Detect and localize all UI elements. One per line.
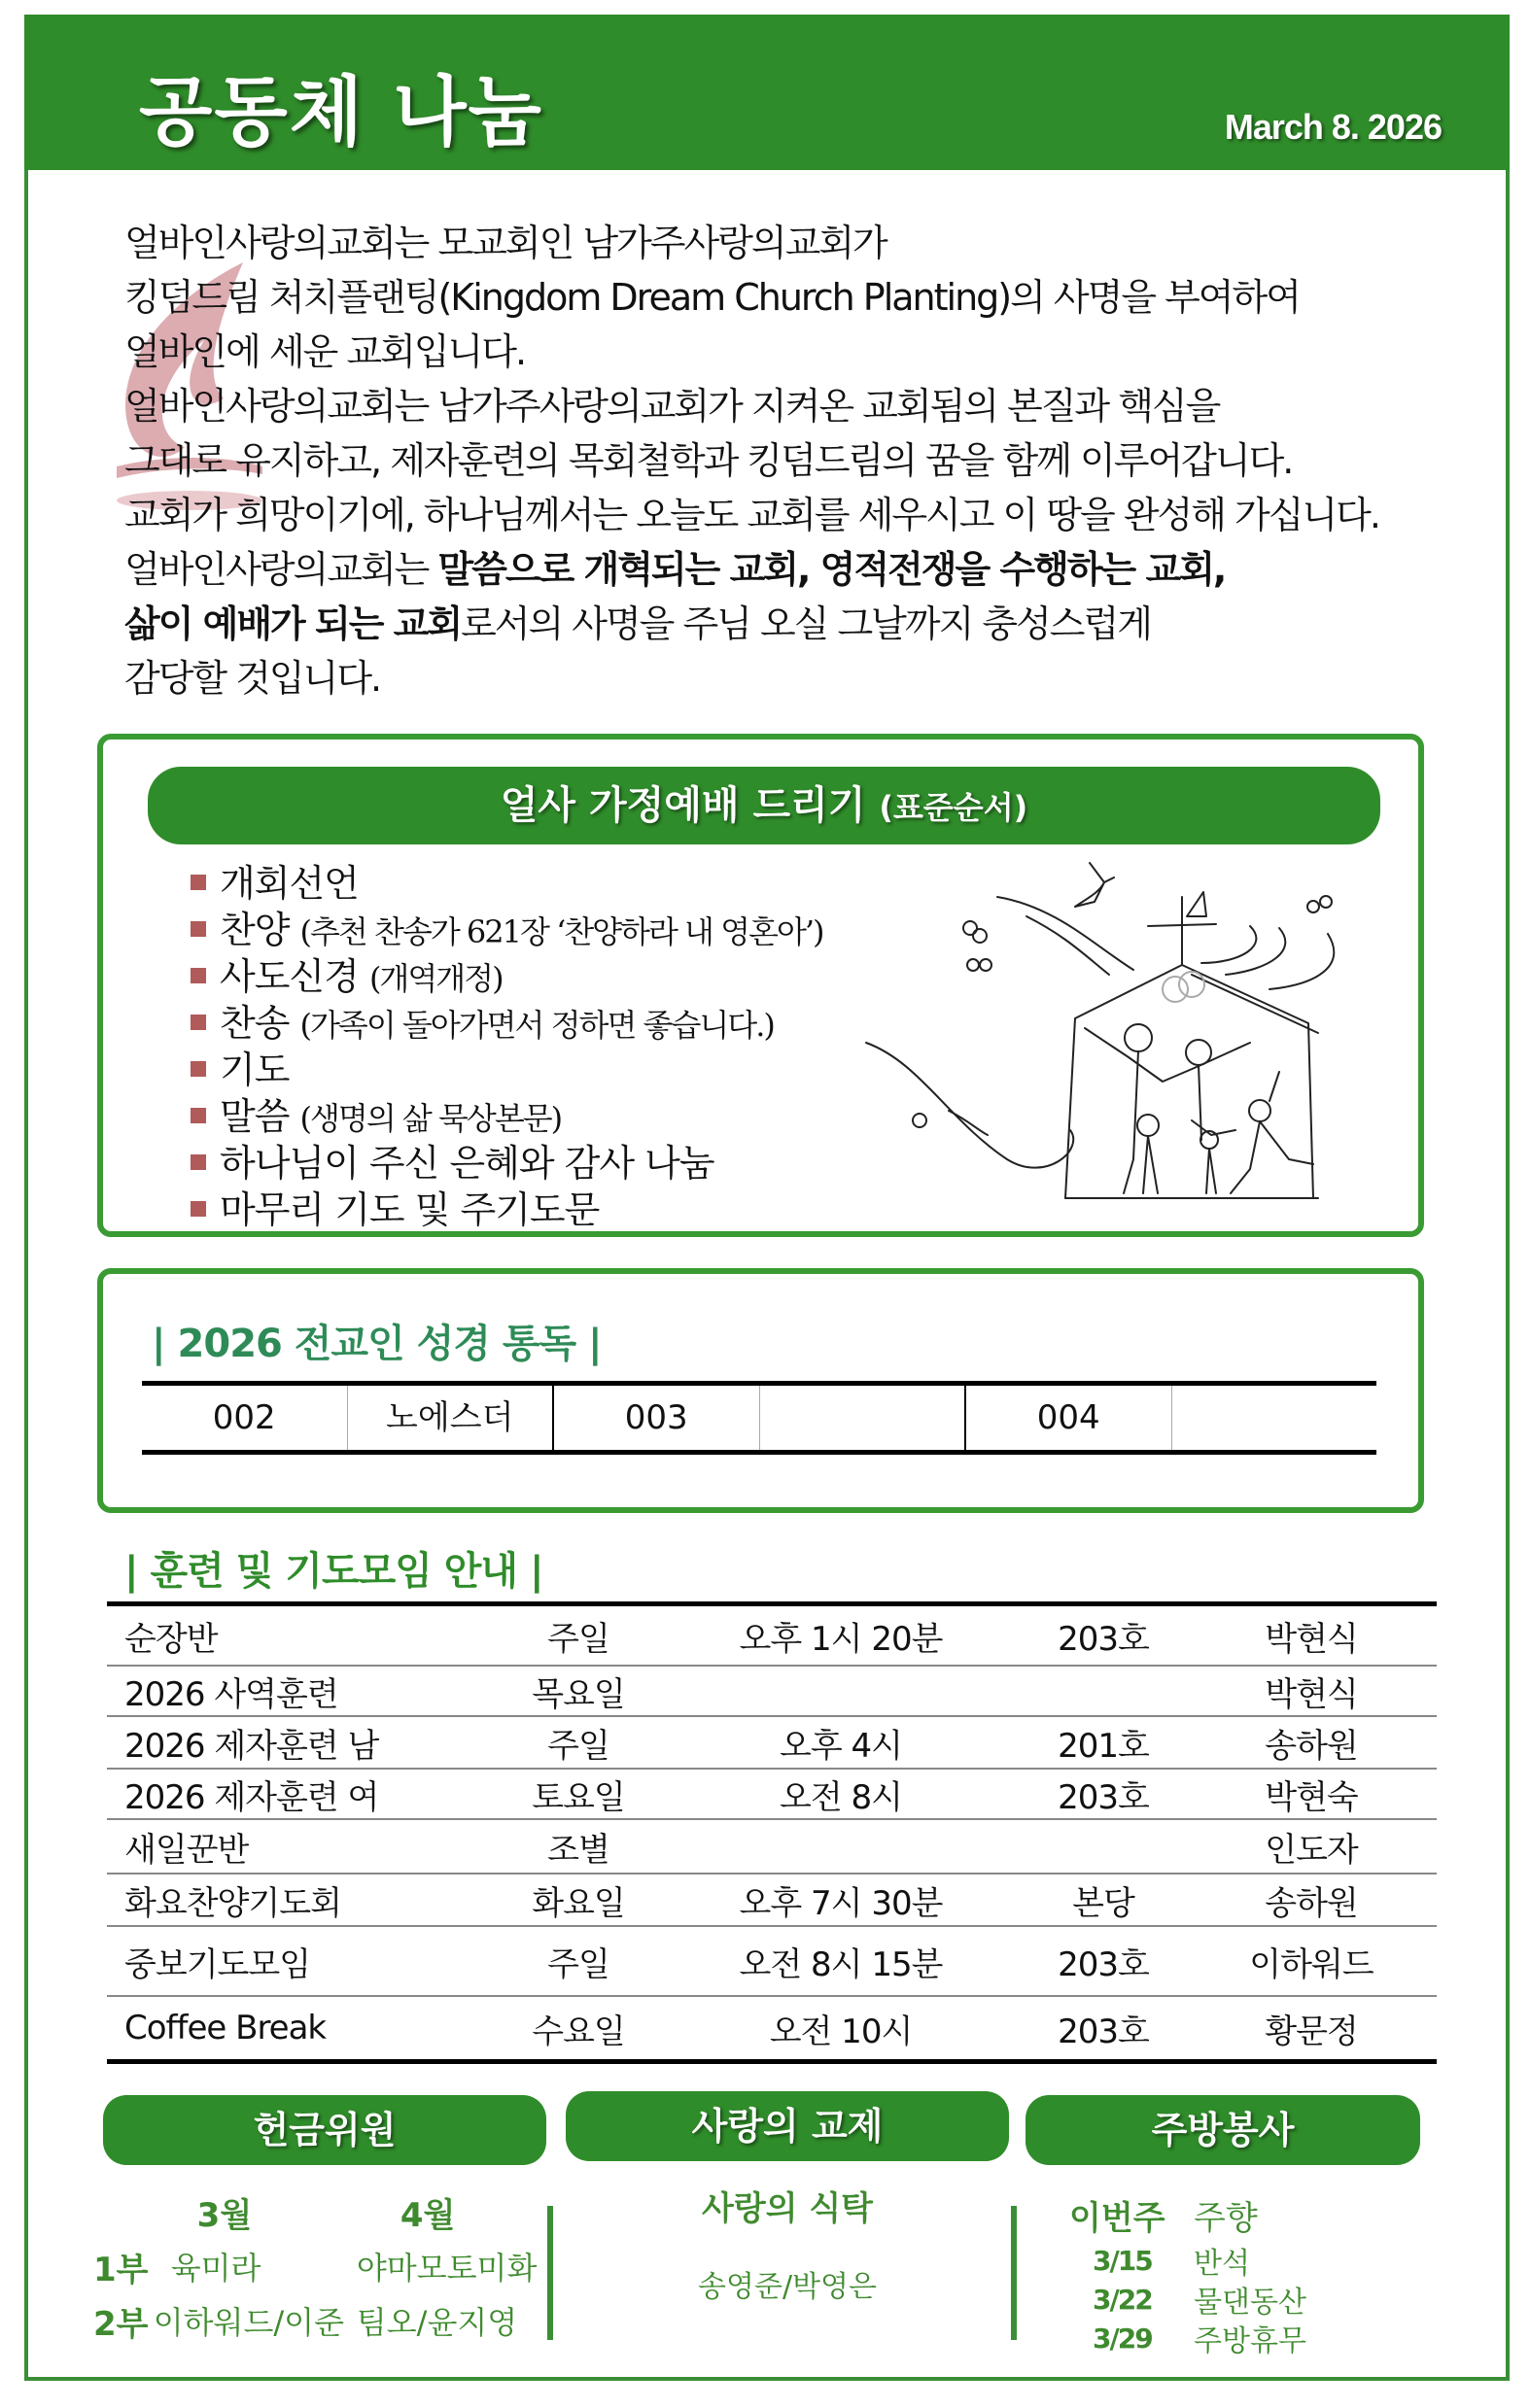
program-day: 조별 xyxy=(547,1830,609,1870)
kitchen-schedule-row xyxy=(1069,2241,1419,2280)
kitchen-team: 주방휴무 xyxy=(1194,2324,1306,2358)
training-heading: | 훈련 및 기도모임 안내 | xyxy=(124,1549,543,1594)
table-row xyxy=(107,1770,1437,1820)
program-day: 토요일 xyxy=(532,1777,625,1817)
intro-emphasis: 삶이 예배가 되는 교회 xyxy=(124,602,462,645)
bible-reading-cell xyxy=(1171,1386,1377,1450)
bible-reading-panel xyxy=(97,1268,1424,1513)
worship-step-label: 개회선언 xyxy=(220,862,359,905)
program-day: 목요일 xyxy=(532,1674,625,1714)
program-leader: 송하원 xyxy=(1265,1883,1358,1923)
panel-divider xyxy=(1011,2206,1017,2340)
program-day: 주일 xyxy=(547,1726,609,1766)
program-leader: 박현식 xyxy=(1265,1619,1358,1659)
program-day: 화요일 xyxy=(532,1883,625,1923)
program-time: 오전 10시 xyxy=(769,2012,913,2051)
church-intro xyxy=(124,216,1485,705)
table-row xyxy=(107,1717,1437,1770)
intro-text: 얼바인사랑의교회는 xyxy=(124,548,438,591)
worship-order-item xyxy=(191,1187,823,1234)
program-leader: 송하원 xyxy=(1265,1726,1358,1766)
program-name: 2026 사역훈련 xyxy=(124,1674,338,1714)
program-name: 중보기도모임 xyxy=(124,1944,311,1984)
bulletin-date: March 8. 2026 xyxy=(1224,107,1442,147)
service-label: 2부 xyxy=(93,2304,149,2344)
program-day: 수요일 xyxy=(532,2012,625,2051)
worship-step-label: 찬송 xyxy=(220,1002,290,1045)
intro-line: 그대로 유지하고, 제자훈련의 목회철학과 킹덤드림의 꿈을 함께 이루어갑니다. xyxy=(124,439,1293,482)
program-name: Coffee Break xyxy=(124,2009,327,2047)
intro-line: 감당할 것입니다. xyxy=(124,657,381,700)
square-bullet-icon xyxy=(191,1061,206,1077)
program-room: 203호 xyxy=(1058,1619,1149,1659)
table-row xyxy=(107,1667,1437,1717)
fellowship-subtitle: 사랑의 식탁 xyxy=(701,2189,874,2228)
bible-reading-cell xyxy=(759,1386,965,1450)
kitchen-team: 물댄동산 xyxy=(1194,2286,1306,2320)
family-worship-title xyxy=(148,767,1380,844)
kitchen-date: 3/29 xyxy=(1093,2322,1152,2355)
bible-reading-cell: 노에스더 xyxy=(347,1386,553,1450)
kitchen-date: 3/15 xyxy=(1093,2244,1152,2277)
worship-step-label: 말씀 xyxy=(220,1095,290,1138)
worship-step-label: 기도 xyxy=(220,1049,290,1091)
intro-line: 얼바인사랑의교회는 모교회인 남가주사랑의교회가 xyxy=(124,222,887,264)
intro-text: 로서의 사명을 주님 오실 그날까지 충성스럽게 xyxy=(461,602,1151,645)
table-row xyxy=(107,1997,1437,2059)
program-leader: 인도자 xyxy=(1265,1830,1358,1870)
program-leader: 박현식 xyxy=(1265,1674,1358,1714)
bible-reading-cell: 002 xyxy=(212,1398,276,1437)
program-name: 화요찬양기도회 xyxy=(124,1883,341,1923)
worship-order-item xyxy=(191,861,823,908)
kitchen-this-week xyxy=(1069,2188,1419,2241)
offering-committee-title: 헌금위원 xyxy=(103,2095,546,2165)
worship-order-item xyxy=(191,908,823,954)
program-day: 주일 xyxy=(547,1619,609,1659)
square-bullet-icon xyxy=(191,968,206,983)
kitchen-schedule-row xyxy=(1069,2280,1419,2319)
kitchen-date: 3/22 xyxy=(1093,2283,1152,2316)
kitchen-team: 반석 xyxy=(1194,2247,1250,2281)
offering-member: 팀오/윤지영 xyxy=(356,2304,518,2341)
intro-line xyxy=(124,597,1485,651)
worship-step-note: (개역개정) xyxy=(368,960,503,997)
square-bullet-icon xyxy=(191,875,206,890)
program-room: 203호 xyxy=(1058,2012,1149,2051)
program-time: 오후 7시 30분 xyxy=(739,1883,943,1923)
bible-reading-heading: | 2026 전교인 성경 통독 | xyxy=(152,1322,602,1366)
program-time: 오후 4시 xyxy=(780,1726,902,1766)
bible-reading-table xyxy=(142,1381,1376,1455)
intro-line: 교회가 희망이기에, 하나님께서는 오늘도 교회를 세우시고 이 땅을 완성해 가십니다. xyxy=(124,494,1379,536)
worship-step-label: 마무리 기도 및 주기도문 xyxy=(220,1188,600,1231)
program-leader: 박현숙 xyxy=(1265,1777,1358,1817)
worship-step-note: (추천 찬송가 621장 ‘찬양하라 내 영혼아’) xyxy=(299,913,823,950)
program-leader: 이하워드 xyxy=(1249,1944,1374,1984)
kitchen-this-week-team: 주향 xyxy=(1194,2198,1258,2238)
program-time: 오전 8시 15분 xyxy=(739,1944,943,1984)
kitchen-schedule-row xyxy=(1069,2319,1419,2357)
bible-reading-cell: 004 xyxy=(964,1386,1171,1450)
service-label: 1부 xyxy=(93,2250,149,2289)
intro-line xyxy=(124,542,1485,597)
intro-line: 얼바인에 세운 교회입니다. xyxy=(124,330,526,373)
program-name: 새일꾼반 xyxy=(124,1830,249,1870)
offering-months-row xyxy=(93,2184,550,2239)
program-day: 주일 xyxy=(547,1944,609,1984)
worship-order-item xyxy=(191,1048,823,1094)
bible-reading-cell: 003 xyxy=(552,1386,759,1450)
square-bullet-icon xyxy=(191,1201,206,1217)
square-bullet-icon xyxy=(191,921,206,937)
family-worship-illustration-icon xyxy=(861,848,1386,1218)
program-room: 201호 xyxy=(1058,1726,1149,1766)
worship-order-list xyxy=(191,861,823,1234)
worship-step-label: 사도신경 xyxy=(220,955,359,998)
square-bullet-icon xyxy=(191,1015,206,1030)
worship-order-item xyxy=(191,1094,823,1141)
family-worship-title-suffix: (표준순서) xyxy=(879,789,1028,826)
family-worship-panel xyxy=(97,734,1424,1237)
worship-order-item xyxy=(191,1001,823,1048)
program-leader: 황문정 xyxy=(1265,2012,1358,2051)
offering-row xyxy=(93,2239,550,2293)
kitchen-service-panel xyxy=(1069,2188,1419,2357)
offering-month: 3월 xyxy=(196,2195,253,2235)
worship-order-item xyxy=(191,1141,823,1187)
offering-member: 야마모토미화 xyxy=(356,2250,538,2287)
program-name: 2026 제자훈련 여 xyxy=(124,1777,379,1817)
program-room: 본당 xyxy=(1072,1883,1134,1923)
table-row xyxy=(107,1606,1437,1667)
intro-line: 얼바인사랑의교회는 남가주사랑의교회가 지켜온 교회됨의 본질과 핵심을 xyxy=(124,385,1220,428)
page-title: 공동체 나눔 xyxy=(139,69,543,156)
worship-step-note: (가족이 돌아가면서 정하면 좋습니다.) xyxy=(299,1007,774,1044)
offering-month: 4월 xyxy=(400,2195,456,2235)
table-row xyxy=(107,1875,1437,1927)
square-bullet-icon xyxy=(191,1108,206,1123)
intro-line: 킹덤드림 처치플랜팅(Kingdom Dream Church Planting)의 사명을 부여하여 xyxy=(124,276,1300,319)
training-schedule-table xyxy=(107,1601,1437,2064)
program-time: 오전 8시 xyxy=(780,1777,902,1817)
offering-row xyxy=(93,2293,550,2348)
fellowship-title: 사랑의 교제 xyxy=(566,2091,1009,2161)
kitchen-service-title: 주방봉사 xyxy=(1026,2095,1420,2165)
worship-step-note: (생명의 삶 묵상본문) xyxy=(299,1100,562,1137)
worship-order-item xyxy=(191,954,823,1001)
worship-step-label: 하나님이 주신 은혜와 감사 나눔 xyxy=(220,1142,714,1185)
table-row xyxy=(107,1927,1437,1997)
program-room: 203호 xyxy=(1058,1944,1149,1984)
offering-committee-panel xyxy=(93,2184,550,2348)
square-bullet-icon xyxy=(191,1154,206,1170)
offering-member: 육미라 xyxy=(170,2250,261,2287)
offering-member: 이하워드/이준 xyxy=(153,2304,344,2341)
intro-emphasis: 말씀으로 개혁되는 교회, 영적전쟁을 수행하는 교회, xyxy=(437,548,1226,591)
program-time: 오후 1시 20분 xyxy=(739,1619,943,1659)
program-name: 2026 제자훈련 남 xyxy=(124,1726,379,1766)
family-worship-title-text: 얼사 가정예배 드리기 xyxy=(500,783,866,828)
kitchen-this-week-label: 이번주 xyxy=(1069,2198,1165,2238)
program-room: 203호 xyxy=(1058,1777,1149,1817)
fellowship-panel xyxy=(566,2184,1009,2305)
fellowship-hosts: 송영준/박영은 xyxy=(698,2270,877,2304)
header-banner xyxy=(24,15,1510,170)
table-row xyxy=(107,1820,1437,1875)
program-name: 순장반 xyxy=(124,1619,218,1659)
worship-step-label: 찬양 xyxy=(220,909,290,951)
